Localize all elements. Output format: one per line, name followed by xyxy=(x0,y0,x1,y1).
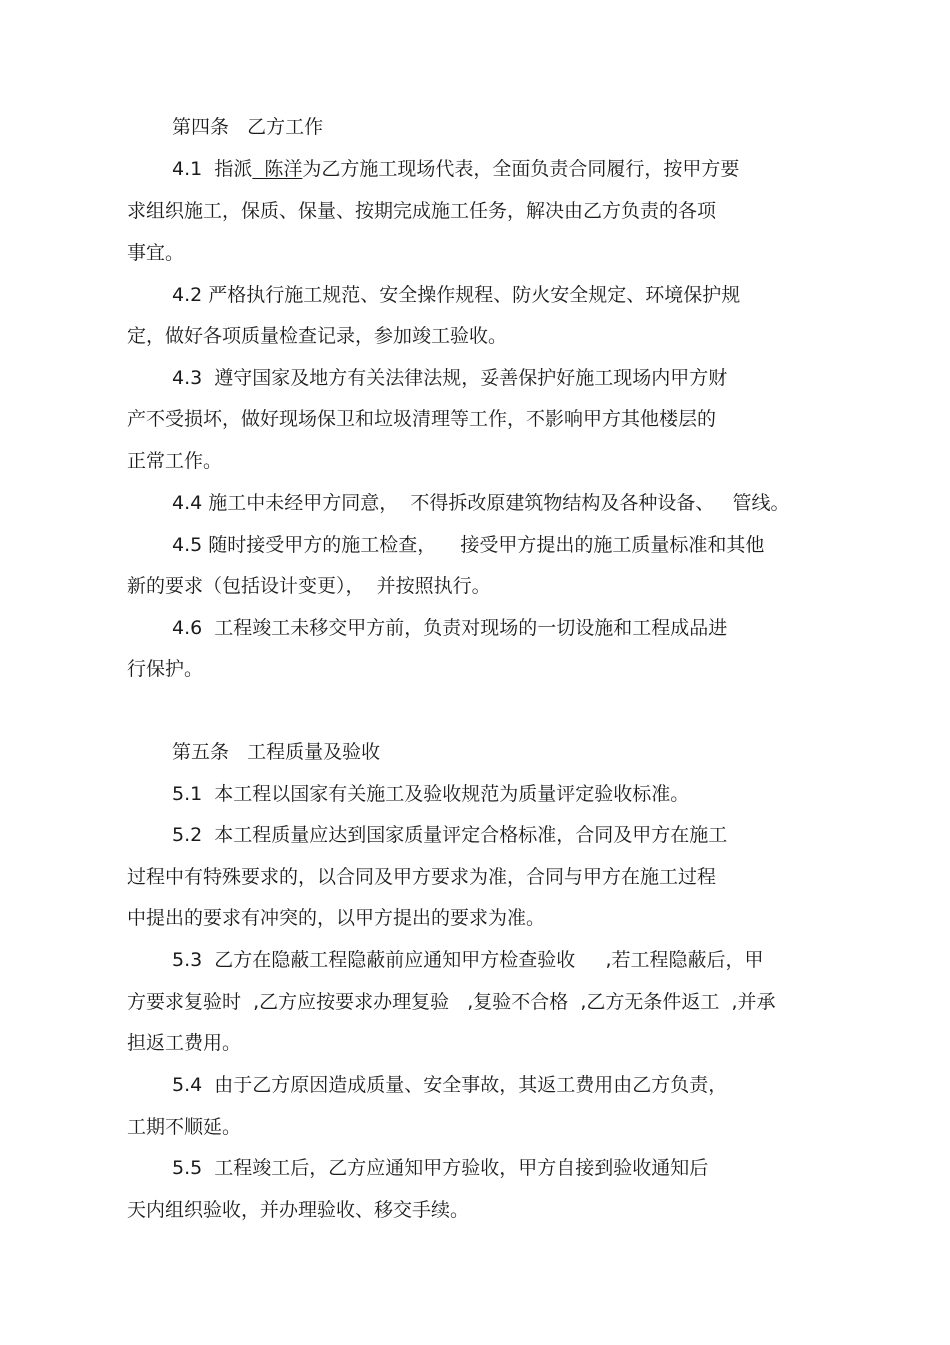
clause-5-2-line-3: 中提出的要求有冲突的，以甲方提出的要求为准。 xyxy=(127,907,546,929)
clause-4-5-line-2: 新的要求（包括设计变更）， 并按照执行。 xyxy=(127,575,491,597)
clause-4-3-line-1: 4.3 遵守国家及地方有关法律法规，妥善保护好施工现场内甲方财 xyxy=(172,367,728,389)
clause-5-5-line-1: 5.5 工程竣工后，乙方应通知甲方验收，甲方自接到验收通知后 xyxy=(172,1157,709,1179)
article-5-heading: 第五条 工程质量及验收 xyxy=(172,741,381,763)
clause-4-1-text-b: 为乙方施工现场代表，全面负责合同履行，按甲方要 xyxy=(302,158,740,180)
clause-5-3-line-2: 方要求复验时 ,乙方应按要求办理复验 ,复验不合格 ,乙方无条件返工 ,并承 xyxy=(127,991,776,1013)
clause-5-2-line-1: 5.2 本工程质量应达到国家质量评定合格标准，合同及甲方在施工 xyxy=(172,824,728,846)
site-representative-name: 陈洋 xyxy=(252,158,303,180)
clause-5-3-line-1: 5.3 乙方在隐蔽工程隐蔽前应通知甲方检查验收 ,若工程隐蔽后，甲 xyxy=(172,949,764,971)
clause-5-4-line-1: 5.4 由于乙方原因造成质量、安全事故，其返工费用由乙方负责， xyxy=(172,1074,728,1096)
clause-4-1-text-a: 指派 xyxy=(214,158,253,180)
clause-4-2-line-2: 定，做好各项质量检查记录，参加竣工验收。 xyxy=(127,325,508,347)
clause-4-2-line-1: 4.2 严格执行施工规范、安全操作规程、防火安全规定、环境保护规 xyxy=(172,284,741,306)
clause-4-1-line-1 xyxy=(172,157,739,181)
clause-4-3-line-3: 正常工作。 xyxy=(127,450,223,472)
clause-4-1-number: 4.1 xyxy=(172,158,203,180)
clause-4-6-line-1: 4.6 工程竣工未移交甲方前，负责对现场的一切设施和工程成品进 xyxy=(172,617,728,639)
clause-4-3-line-2: 产不受损坏，做好现场保卫和垃圾清理等工作，不影响甲方其他楼层的 xyxy=(127,408,717,430)
clause-4-5-line-1: 4.5 随时接受甲方的施工检查， 接受甲方提出的施工质量标准和其他 xyxy=(172,534,765,556)
clause-5-3-line-3: 担返工费用。 xyxy=(127,1032,242,1054)
clause-5-5-line-2: 天内组织验收，并办理验收、移交手续。 xyxy=(127,1199,470,1221)
clause-4-1-line-3: 事宜。 xyxy=(127,242,185,264)
clause-4-1-line-2: 求组织施工，保质、保量、按期完成施工任务，解决由乙方负责的各项 xyxy=(127,200,717,222)
clause-4-4-line-1: 4.4 施工中未经甲方同意， 不得拆改原建筑物结构及各种设备、 管线。 xyxy=(172,492,790,514)
clause-5-1-line-1: 5.1 本工程以国家有关施工及验收规范为质量评定验收标准。 xyxy=(172,783,690,805)
clause-5-2-line-2: 过程中有特殊要求的，以合同及甲方要求为准，合同与甲方在施工过程 xyxy=(127,866,717,888)
clause-5-4-line-2: 工期不顺延。 xyxy=(127,1116,242,1138)
article-4-heading: 第四条 乙方工作 xyxy=(172,116,324,138)
clause-4-6-line-2: 行保护。 xyxy=(127,658,204,680)
